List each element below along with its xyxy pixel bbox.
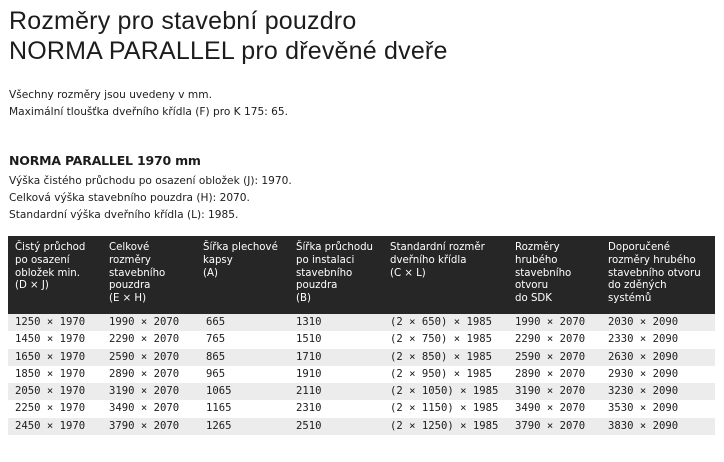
cell-rough-opening-masonry: 2930 × 2090 [601,366,715,383]
cell-pocket-width: 1265 [196,418,289,435]
cell-door-leaf-size: (2 × 950) × 1985 [383,366,508,383]
cell-clear-passage: 2250 × 1970 [8,400,102,417]
cell-clear-passage: 1850 × 1970 [8,366,102,383]
page-title-line-2: NORMA PARALLEL pro dřevěné dveře [9,37,448,65]
cell-passage-width: 1710 [289,349,383,366]
table-row [8,366,715,383]
cell-passage-width: 1910 [289,366,383,383]
cell-rough-opening-masonry: 3230 × 2090 [601,383,715,400]
cell-rough-opening-masonry: 2030 × 2090 [601,314,715,331]
cell-door-leaf-size: (2 × 750) × 1985 [383,331,508,348]
cell-rough-opening-sdk: 2290 × 2070 [508,331,601,348]
cell-rough-opening-masonry: 2330 × 2090 [601,331,715,348]
cell-clear-passage: 2450 × 1970 [8,418,102,435]
cell-passage-width: 2510 [289,418,383,435]
cell-total-dimensions: 3790 × 2070 [102,418,196,435]
header-passage-width: Šířka průchodu po instalaci stavebního pouzdra (B) [289,236,383,314]
section-subtitle: NORMA PARALLEL 1970 mm [9,153,201,168]
spec-note-door-height: Standardní výška dveřního křídla (L): 1985. [9,209,239,221]
cell-total-dimensions: 1990 × 2070 [102,314,196,331]
cell-rough-opening-sdk: 1990 × 2070 [508,314,601,331]
table-row [8,349,715,366]
table-row [8,383,715,400]
spec-notes [9,173,292,224]
table-header-row [8,236,715,314]
cell-pocket-width: 1165 [196,400,289,417]
intro-notes [9,87,288,121]
cell-door-leaf-size: (2 × 1150) × 1985 [383,400,508,417]
cell-rough-opening-masonry: 2630 × 2090 [601,349,715,366]
header-clear-passage: Čistý průchod po osazení obložek min. (D × J) [8,236,102,314]
table-row [8,400,715,417]
header-rough-opening-masonry: Doporučené rozměry hrubého stavebního otvoru do zděných systémů [601,236,715,314]
page-title [9,6,448,66]
cell-door-leaf-size: (2 × 650) × 1985 [383,314,508,331]
cell-total-dimensions: 2590 × 2070 [102,349,196,366]
cell-total-dimensions: 2290 × 2070 [102,331,196,348]
cell-rough-opening-sdk: 3790 × 2070 [508,418,601,435]
cell-passage-width: 2310 [289,400,383,417]
intro-note-thickness: Maximální tloušťka dveřního křídla (F) pro K 175: 65. [9,106,289,118]
cell-door-leaf-size: (2 × 1050) × 1985 [383,383,508,400]
header-total-dimensions: Celkové rozměry stavebního pouzdra (E × H) [102,236,196,314]
cell-pocket-width: 1065 [196,383,289,400]
cell-passage-width: 1310 [289,314,383,331]
spec-note-clear-height: Výška čistého průchodu po osazení obložek (J): 1970. [9,175,292,187]
cell-rough-opening-sdk: 3190 × 2070 [508,383,601,400]
spec-note-total-height: Celková výška stavebního pouzdra (H): 2070. [9,192,250,204]
cell-rough-opening-sdk: 2590 × 2070 [508,349,601,366]
table-row [8,418,715,435]
table-header [8,236,715,314]
page-title-line-1: Rozměry pro stavební pouzdro [9,7,357,35]
cell-total-dimensions: 3190 × 2070 [102,383,196,400]
cell-clear-passage: 1650 × 1970 [8,349,102,366]
table-row [8,331,715,348]
table-row [8,314,715,331]
dimensions-table [8,236,715,435]
table-body [8,314,715,435]
cell-passage-width: 1510 [289,331,383,348]
cell-total-dimensions: 2890 × 2070 [102,366,196,383]
cell-passage-width: 2110 [289,383,383,400]
header-rough-opening-sdk: Rozměry hrubého stavebního otvoru do SDK [508,236,601,314]
header-door-leaf-size: Standardní rozměr dveřního křídla (C × L) [383,236,508,314]
cell-pocket-width: 765 [196,331,289,348]
cell-clear-passage: 1250 × 1970 [8,314,102,331]
cell-total-dimensions: 3490 × 2070 [102,400,196,417]
cell-door-leaf-size: (2 × 850) × 1985 [383,349,508,366]
cell-clear-passage: 2050 × 1970 [8,383,102,400]
cell-pocket-width: 865 [196,349,289,366]
cell-rough-opening-sdk: 3490 × 2070 [508,400,601,417]
cell-rough-opening-masonry: 3830 × 2090 [601,418,715,435]
cell-pocket-width: 665 [196,314,289,331]
cell-pocket-width: 965 [196,366,289,383]
cell-rough-opening-sdk: 2890 × 2070 [508,366,601,383]
cell-rough-opening-masonry: 3530 × 2090 [601,400,715,417]
cell-clear-passage: 1450 × 1970 [8,331,102,348]
cell-door-leaf-size: (2 × 1250) × 1985 [383,418,508,435]
intro-note-units: Všechny rozměry jsou uvedeny v mm. [9,89,212,101]
header-pocket-width: Šířka plechové kapsy (A) [196,236,289,314]
